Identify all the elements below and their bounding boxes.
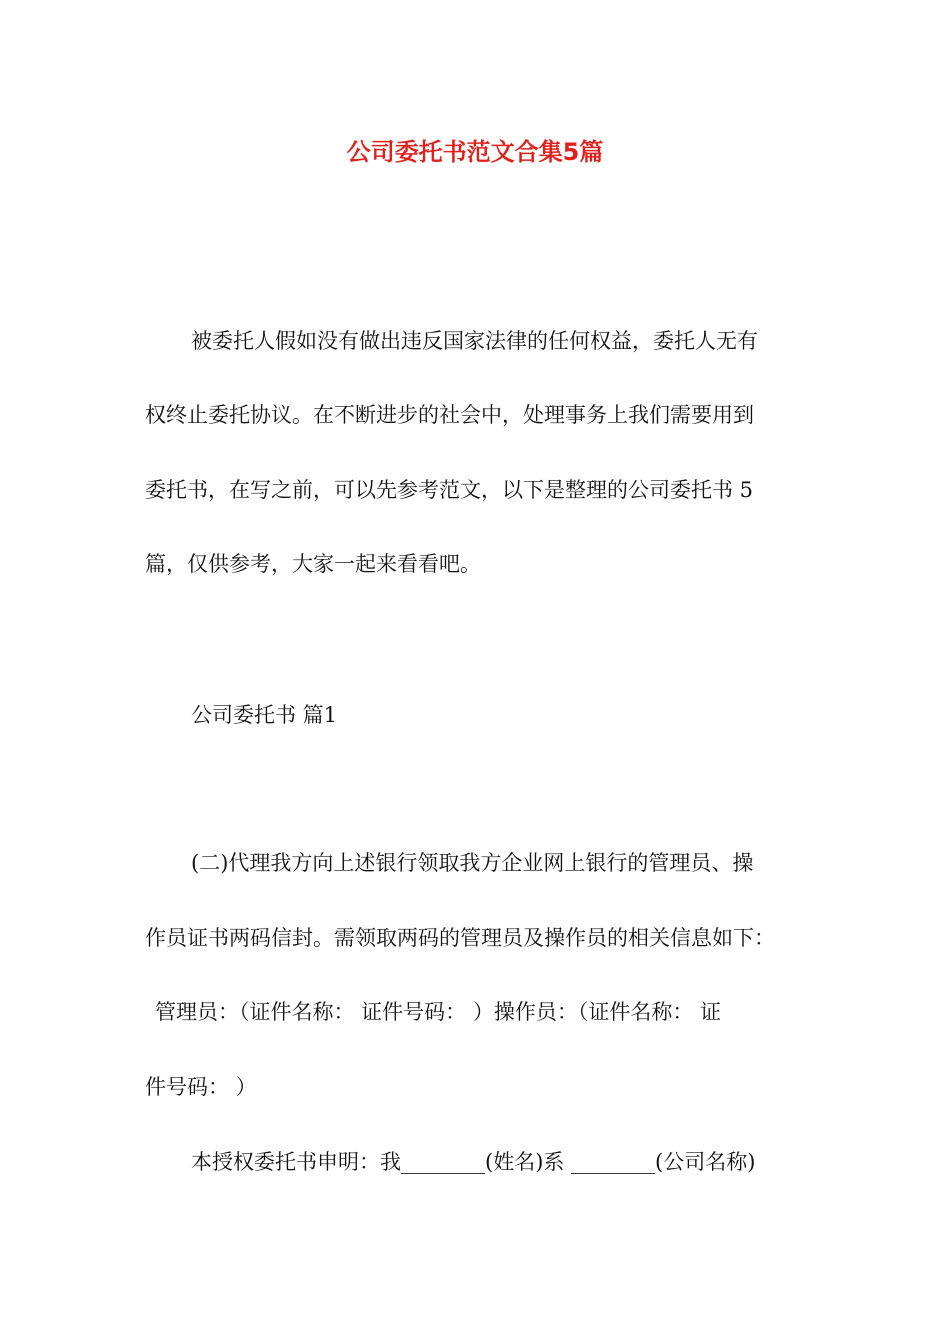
para2-line-4: 件号码： ） [145, 1075, 257, 1099]
para2-line-2: 作员证书两码信封。需领取两码的管理员及操作员的相关信息如下： [145, 926, 775, 950]
section-heading: 公司委托书 篇1 [191, 703, 338, 727]
intro-line-2: 权终止委托协议。在不断进步的社会中，处理事务上我们需要用到 [145, 403, 754, 427]
para3-line-1: 本授权委托书申明：我________(姓名)系 ________(公司名称) [191, 1150, 756, 1174]
intro-line-1: 被委托人假如没有做出违反国家法律的任何权益，委托人无有 [191, 329, 758, 353]
intro-line-4: 篇，仅供参考，大家一起来看看吧。 [145, 552, 481, 576]
document-title: 公司委托书范文合集5篇 [346, 138, 604, 166]
para2-line-1: (二)代理我方向上述银行领取我方企业网上银行的管理员、操 [191, 851, 754, 875]
intro-line-3: 委托书，在写之前，可以先参考范文，以下是整理的公司委托书 5 [145, 478, 754, 502]
para2-line-3: 管理员：（证件名称： 证件号码： ）操作员：（证件名称： 证 [155, 1000, 722, 1024]
